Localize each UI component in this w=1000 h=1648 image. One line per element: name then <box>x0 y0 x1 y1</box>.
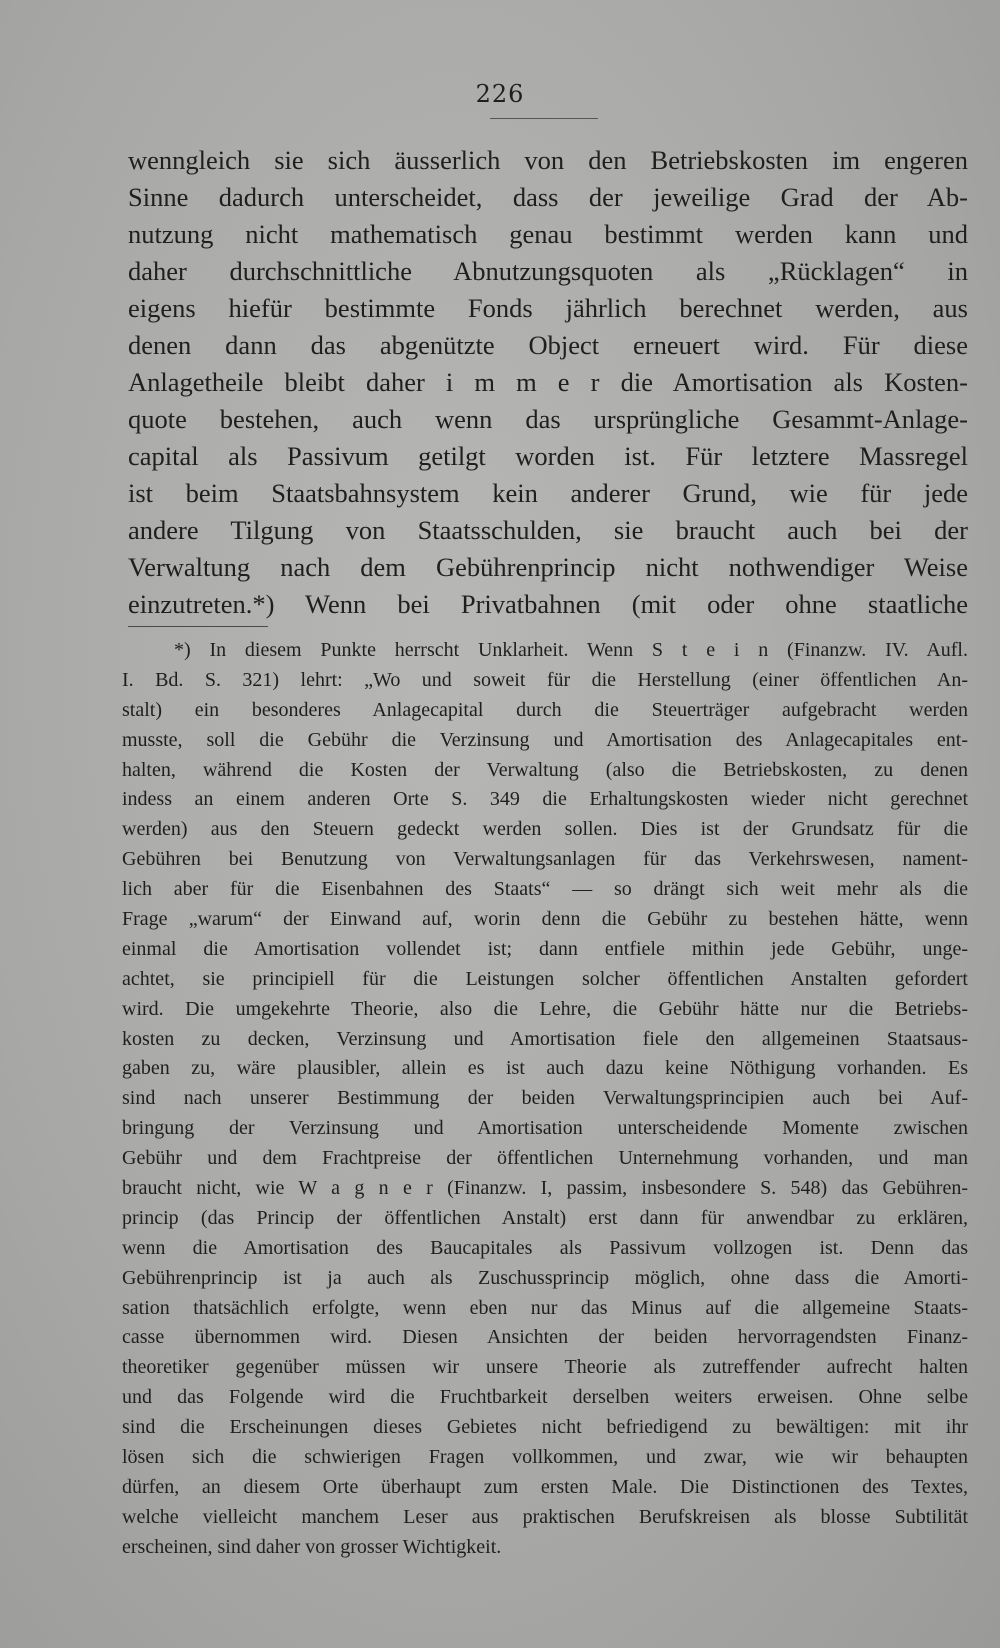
footnote-line: braucht nicht, wie W a g n e r (Finanzw. I, passim, insbesondere S. 548) das Gebühren- <box>122 1177 968 1200</box>
main-text-line: nutzung nicht mathematisch genau bestimmt werden kann und <box>128 219 968 249</box>
footnote-line: musste, soll die Gebühr die Verzinsung und Amortisation des Anlagecapitales ent- <box>122 728 968 751</box>
main-text-line: ist beim Staatsbahnsystem kein anderer Grund, wie für jede <box>128 478 968 508</box>
footnote-line: stalt) ein besonderes Anlagecapital durch die Steuerträger aufgebracht werden <box>122 698 968 721</box>
page-number-rule <box>490 118 598 119</box>
main-text <box>128 142 968 623</box>
page-number: 226 <box>475 80 525 108</box>
footnote-line: werden) aus den Steuern gedeckt werden sollen. Dies ist der Grundsatz für die <box>122 818 968 841</box>
main-text-line: wenngleich sie sich äusserlich von den Betriebskosten im engeren <box>128 145 968 175</box>
footnote-line: halten, während die Kosten der Verwaltung (also die Betriebskosten, zu denen <box>122 758 968 781</box>
footnote-line: lich aber für die Eisenbahnen des Staats“ — so drängt sich weit mehr als die <box>122 878 968 901</box>
footnote-line: Gebührenprincip ist ja auch als Zuschussprincip möglich, ohne dass die Amorti- <box>122 1266 968 1289</box>
main-text-line: eigens hiefür bestimmte Fonds jährlich berechnet werden, aus <box>128 293 968 323</box>
footnote-line: lösen sich die schwierigen Fragen vollkommen, und zwar, wie wir behaupten <box>122 1446 968 1469</box>
footnote-line: einmal die Amortisation vollendet ist; dann entfiele mithin jede Gebühr, unge- <box>122 937 968 960</box>
main-text-line: Verwaltung nach dem Gebührenprincip nicht nothwendiger Weise <box>128 552 968 582</box>
main-text-line: capital als Passivum getilgt worden ist. Für letztere Massregel <box>128 441 968 471</box>
footnote-line: I. Bd. S. 321) lehrt: „Wo und soweit für die Herstellung (einer öffentlichen An- <box>122 668 968 691</box>
main-text-line: denen dann das abgenützte Object erneuert wird. Für diese <box>128 330 968 360</box>
footnote-line: bringung der Verzinsung und Amortisation unterscheidende Momente zwischen <box>122 1117 968 1140</box>
footnote-line: und das Folgende wird die Fruchtbarkeit derselben weiters erweisen. Ohne selbe <box>122 1386 968 1409</box>
footnote-line: *) In diesem Punkte herrscht Unklarheit. Wenn S t e i n (Finanzw. IV. Aufl. <box>174 639 968 661</box>
footnote-line: Frage „warum“ der Einwand auf, worin denn die Gebühr zu bestehen hätte, wenn <box>122 908 968 931</box>
footnote-line: gaben zu, wäre plausibler, allein es ist auch dazu keine Nöthigung vorhanden. Es <box>122 1057 968 1080</box>
footnote-line: casse übernommen wird. Diesen Ansichten der beiden hervorragendsten Finanz- <box>122 1326 968 1349</box>
footnote <box>122 636 968 1563</box>
footnote-line: achtet, sie principiell für die Leistungen solcher öffentlichen Anstalten gefordert <box>122 967 968 990</box>
main-text-line: andere Tilgung von Staatsschulden, sie braucht auch bei der <box>128 515 968 545</box>
footnote-line: Gebühr und dem Frachtpreise der öffentlichen Unternehmung vorhanden, und man <box>122 1147 968 1170</box>
footnote-line: sind nach unserer Bestimmung der beiden Verwaltungsprincipien auch bei Auf- <box>122 1087 968 1110</box>
footnote-line: theoretiker gegenüber müssen wir unsere Theorie als zutreffender aufrecht halten <box>122 1356 968 1379</box>
main-text-line: daher durchschnittliche Abnutzungsquoten als „Rücklagen“ in <box>128 256 968 286</box>
footnote-line: wenn die Amortisation des Baucapitales als Passivum vollzogen ist. Denn das <box>122 1236 968 1259</box>
footnote-line: wird. Die umgekehrte Theorie, also die Lehre, die Gebühr hätte nur die Betriebs- <box>122 997 968 1020</box>
footnote-line: indess an einem anderen Orte S. 349 die Erhaltungskosten wieder nicht gerechnet <box>122 788 968 811</box>
main-text-line: quote bestehen, auch wenn das ursprüngliche Gesammt-Anlage- <box>128 404 968 434</box>
main-text-line: Sinne dadurch unterscheidet, dass der jeweilige Grad der Ab- <box>128 182 968 212</box>
footnote-line: welche vielleicht manchem Leser aus praktischen Berufskreisen als blosse Subtilität <box>122 1505 968 1528</box>
footnote-line: dürfen, an diesem Orte überhaupt zum ersten Male. Die Distinctionen des Textes, <box>122 1475 968 1498</box>
footnote-line: Gebühren bei Benutzung von Verwaltungsanlagen für das Verkehrswesen, nament- <box>122 848 968 871</box>
footnote-line: erscheinen, sind daher von grosser Wichtigkeit. <box>122 1535 502 1558</box>
footnote-line: sation thatsächlich erfolgte, wenn eben nur das Minus auf die allgemeine Staats- <box>122 1296 968 1319</box>
main-text-line: einzutreten.*) Wenn bei Privatbahnen (mit oder ohne staatliche <box>128 589 968 619</box>
footnote-line: princip (das Princip der öffentlichen Anstalt) erst dann für anwendbar zu erklären, <box>122 1206 968 1229</box>
footnote-line: kosten zu decken, Verzinsung und Amortisation fiele den allgemeinen Staatsaus- <box>122 1027 968 1050</box>
footnote-line: sind die Erscheinungen dieses Gebietes nicht befriedigend zu bewältigen: mit ihr <box>122 1416 968 1439</box>
footnote-separator <box>128 626 268 627</box>
main-text-line: Anlagetheile bleibt daher i m m e r die Amortisation als Kosten- <box>128 367 968 397</box>
